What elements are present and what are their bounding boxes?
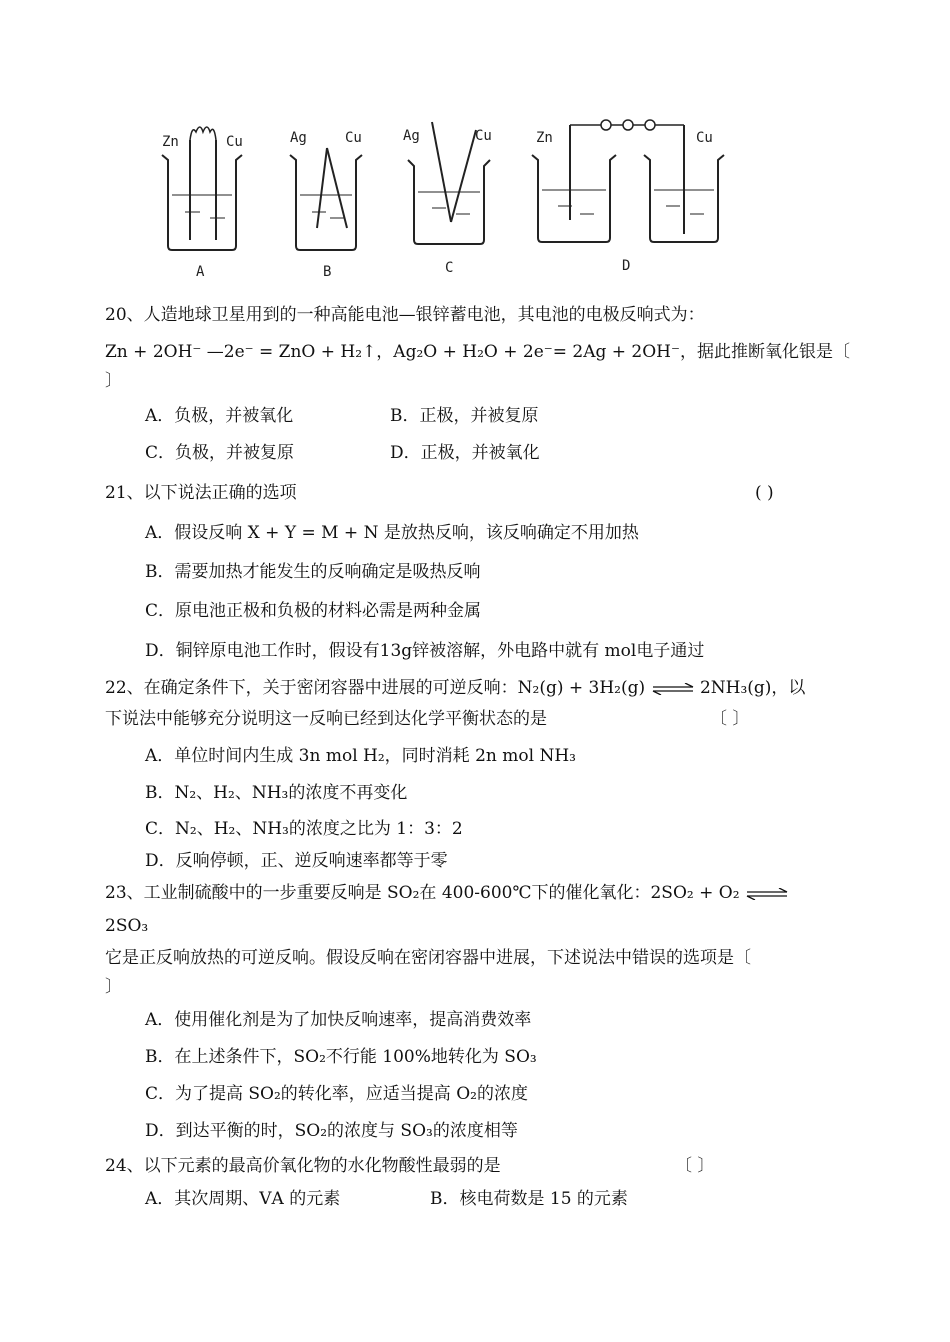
label-c-cu: Cu [475,128,492,144]
q22-stem: 22、在确定条件下，关于密闭容器中进展的可逆反响：N₂(g) + 3H₂(g) [105,678,646,698]
q22-stem-tail: 2NH₃(g)，以 [699,678,806,698]
q23-line2: 2SO₃ [105,916,149,936]
q21-paren: ( ) [755,483,774,503]
q23-option-b: B．在上述条件下，SO₂不行能 100%地转化为 SO₃ [145,1047,537,1067]
q21-option-c: C．原电池正极和负极的材料必需是两种金属 [145,601,482,621]
q22-option-a: A．单位时间内生成 3n mol H₂，同时消耗 2n mol NH₃ [145,746,576,766]
q20-option-c: C．负极，并被复原 [145,443,295,463]
q20-option-a: A．负极，并被氧化 [145,406,294,426]
q24-paren: 〔 〕 [675,1156,715,1176]
q23-paren: 〕 [105,977,122,997]
q22-option-c: C．N₂、H₂、NH₃的浓度之比为 1：3：2 [145,819,463,839]
q23-option-d: D．到达平衡的时，SO₂的浓度与 SO₃的浓度相等 [145,1121,518,1141]
q23-option-a: A．使用催化剂是为了加快反响速率，提高消费效率 [145,1010,532,1030]
q22-line2: 下说法中能够充分说明这一反响已经到达化学平衡状态的是 [105,709,547,729]
caption-b: B [323,264,332,280]
q22-paren: 〔 〕 [710,709,750,729]
label-b-cu: Cu [345,130,362,146]
caption-a: A [196,264,205,280]
equilibrium-arrow-icon [651,683,695,695]
q20-option-b: B．正极，并被复原 [390,406,539,426]
caption-c: C [445,260,454,276]
q21-option-a: A．假设反响 X + Y = M + N 是放热反响，该反响确定不用加热 [145,523,639,543]
beaker-b [290,148,362,250]
equilibrium-arrow-icon [745,888,789,900]
q22-option-d: D．反响停顿，正、逆反响速率都等于零 [145,851,448,871]
q22-option-b: B．N₂、H₂、NH₃的浓度不再变化 [145,783,408,803]
q20-option-d: D．正极，并被氧化 [390,443,540,463]
q23-stem: 23、工业制硫酸中的一步重要反响是 SO₂在 400-600℃下的催化氧化：2SO₂ + O₂ [105,883,740,903]
label-a-cu: Cu [226,134,243,150]
q21-stem: 21、以下说法正确的选项 [105,483,297,503]
label-d-cu: Cu [696,130,713,146]
q20-equation: Zn + 2OH⁻ —2e⁻ = ZnO + H₂↑，Ag₂O + H₂O + 2e⁻= 2Ag + 2OH⁻，据此推断氧化银是〔 [105,342,850,362]
label-d-zn: Zn [536,130,553,146]
q22-stem-row [105,677,805,699]
label-b-ag: Ag [290,130,307,146]
q21-option-b: B．需要加热才能发生的反响确定是吸热反响 [145,562,481,582]
q24-stem: 24、以下元素的最高价氧化物的水化物酸性最弱的是 [105,1156,501,1176]
q24-option-b: B．核电荷数是 15 的元素 [430,1189,628,1209]
q20-stem: 20、人造地球卫星用到的一种高能电池—银锌蓄电池，其电池的电极反响式为： [105,305,705,325]
electrochemistry-beakers-figure [140,110,740,290]
q23-line3: 它是正反响放热的可逆反响。假设反响在密闭容器中进展，下述说法中错误的选项是〔 [105,948,751,968]
q23-stem-row [105,882,789,904]
q23-option-c: C．为了提高 SO₂的转化率，应适当提高 O₂的浓度 [145,1084,528,1104]
q21-option-d: D．铜锌原电池工作时，假设有13g锌被溶解，外电路中就有 mol电子通过 [145,641,705,661]
label-a-zn: Zn [162,134,179,150]
caption-d: D [622,258,631,274]
label-c-ag: Ag [403,128,420,144]
q20-paren: 〕 [105,371,122,391]
q24-option-a: A．其次周期、ⅤA 的元素 [145,1189,341,1209]
